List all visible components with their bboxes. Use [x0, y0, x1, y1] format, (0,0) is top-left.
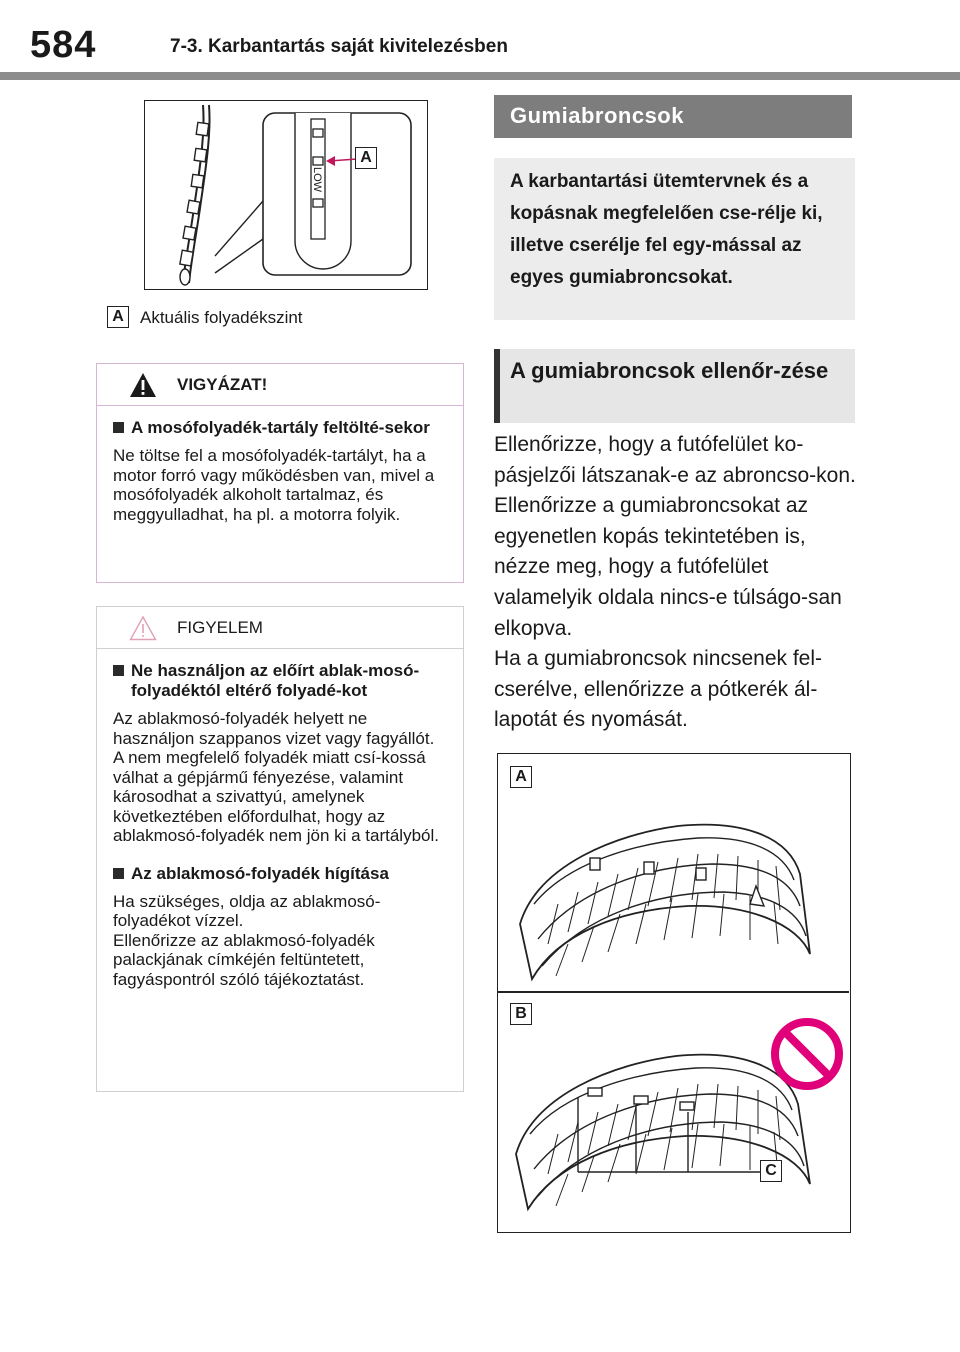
tire-tread-illustration — [498, 754, 849, 1231]
warning-triangle-icon — [129, 372, 157, 398]
notice-section-2-text-2: Ellenőrizze az ablakmosó-folyadék palackjának címkéjén feltüntetett, fagyáspontról szóló tájékoztatást. — [113, 930, 375, 989]
subsection-title: A gumiabroncsok ellenőr-zése — [494, 349, 855, 423]
page-header — [0, 0, 960, 82]
warning-box — [96, 363, 464, 583]
warning-title: VIGYÁZAT! — [177, 375, 268, 394]
header-rule — [0, 72, 960, 80]
warning-section — [97, 418, 463, 438]
notice-header — [97, 607, 463, 649]
bullet-square-icon — [113, 665, 124, 676]
body-text-paragraph-1: Ellenőrizze, hogy a futófelület ko-pásjelzői látszanak-e az abroncso-kon. Ellenőrizze a gumiabroncsokat az egyenetlen kopás tekintetében is, nézze meg, hogy a futófelület valamelyik oldala nincs-e túlságo-san elkopva. — [494, 433, 856, 640]
notice-section-1-title: Ne használjon az előírt ablak-mosó-folyadéktól eltérő folyadé-kot — [131, 661, 420, 700]
legend-text: Aktuális folyadékszint — [140, 308, 303, 327]
warning-header — [97, 364, 463, 406]
notice-section-2 — [97, 864, 463, 884]
tire-label-b: B — [510, 1003, 532, 1025]
notice-section-2-text-1: Ha szükséges, oldja az ablakmosó-folyadékot vízzel. — [113, 891, 381, 930]
tire-wear-figure — [497, 753, 851, 1233]
notice-section-1-text-2: A nem megfelelő folyadék miatt csí-kossá válhat a gépjármű fényezése, valamint károsodhat a szivattyú, amelynek következtében előfordulhat, hogy az ablakmosó-folyadék nem jön ki a tartályból. — [113, 748, 439, 845]
figure-callout-a: A — [355, 147, 377, 169]
body-text — [494, 430, 858, 736]
dipstick-illustration — [145, 101, 426, 288]
prohibited-icon — [775, 1022, 839, 1086]
bullet-square-icon — [113, 868, 124, 879]
section-title-bar: Gumiabroncsok — [494, 95, 852, 138]
notice-section-1-text-1: Az ablakmosó-folyadék helyett ne használjon szappanos vizet vagy fagyállót. — [113, 709, 435, 748]
warning-text: Ne töltse fel a mosófolyadék-tartályt, ha a motor forró vagy működésben van, mivel a mosófolyadék alkoholt tartalmaz, és meggyulladhat, ha pl. a motorra folyik. — [113, 446, 435, 524]
chapter-title: 7-3. Karbantartás saját kivitelezésben — [170, 36, 508, 57]
tire-label-c: C — [760, 1160, 782, 1182]
notice-title: FIGYELEM — [177, 618, 263, 637]
gauge-low-text: LOW — [311, 167, 323, 193]
notice-box — [96, 606, 464, 1092]
legend-label-a: A — [107, 306, 129, 328]
washer-fluid-level-figure — [144, 100, 428, 290]
page-number: 584 — [30, 24, 97, 66]
warning-section-title: A mosófolyadék-tartály feltölté-sekor — [131, 418, 430, 437]
caution-triangle-icon — [129, 615, 157, 641]
body-text-paragraph-2: Ha a gumiabroncsok nincsenek fel-cserélve, ellenőrizze a pótkerék ál-lapotát és nyomását. — [494, 647, 823, 732]
intro-box: A karbantartási ütemtervnek és a kopásnak megfelelően cse-rélje ki, illetve cserélje fel egy-mással az egyes gumiabroncsokat. — [494, 158, 855, 320]
notice-section-2-title: Az ablakmosó-folyadék hígítása — [131, 863, 389, 883]
tire-label-a: A — [510, 766, 532, 788]
notice-section-1 — [97, 661, 463, 701]
bullet-square-icon — [113, 422, 124, 433]
